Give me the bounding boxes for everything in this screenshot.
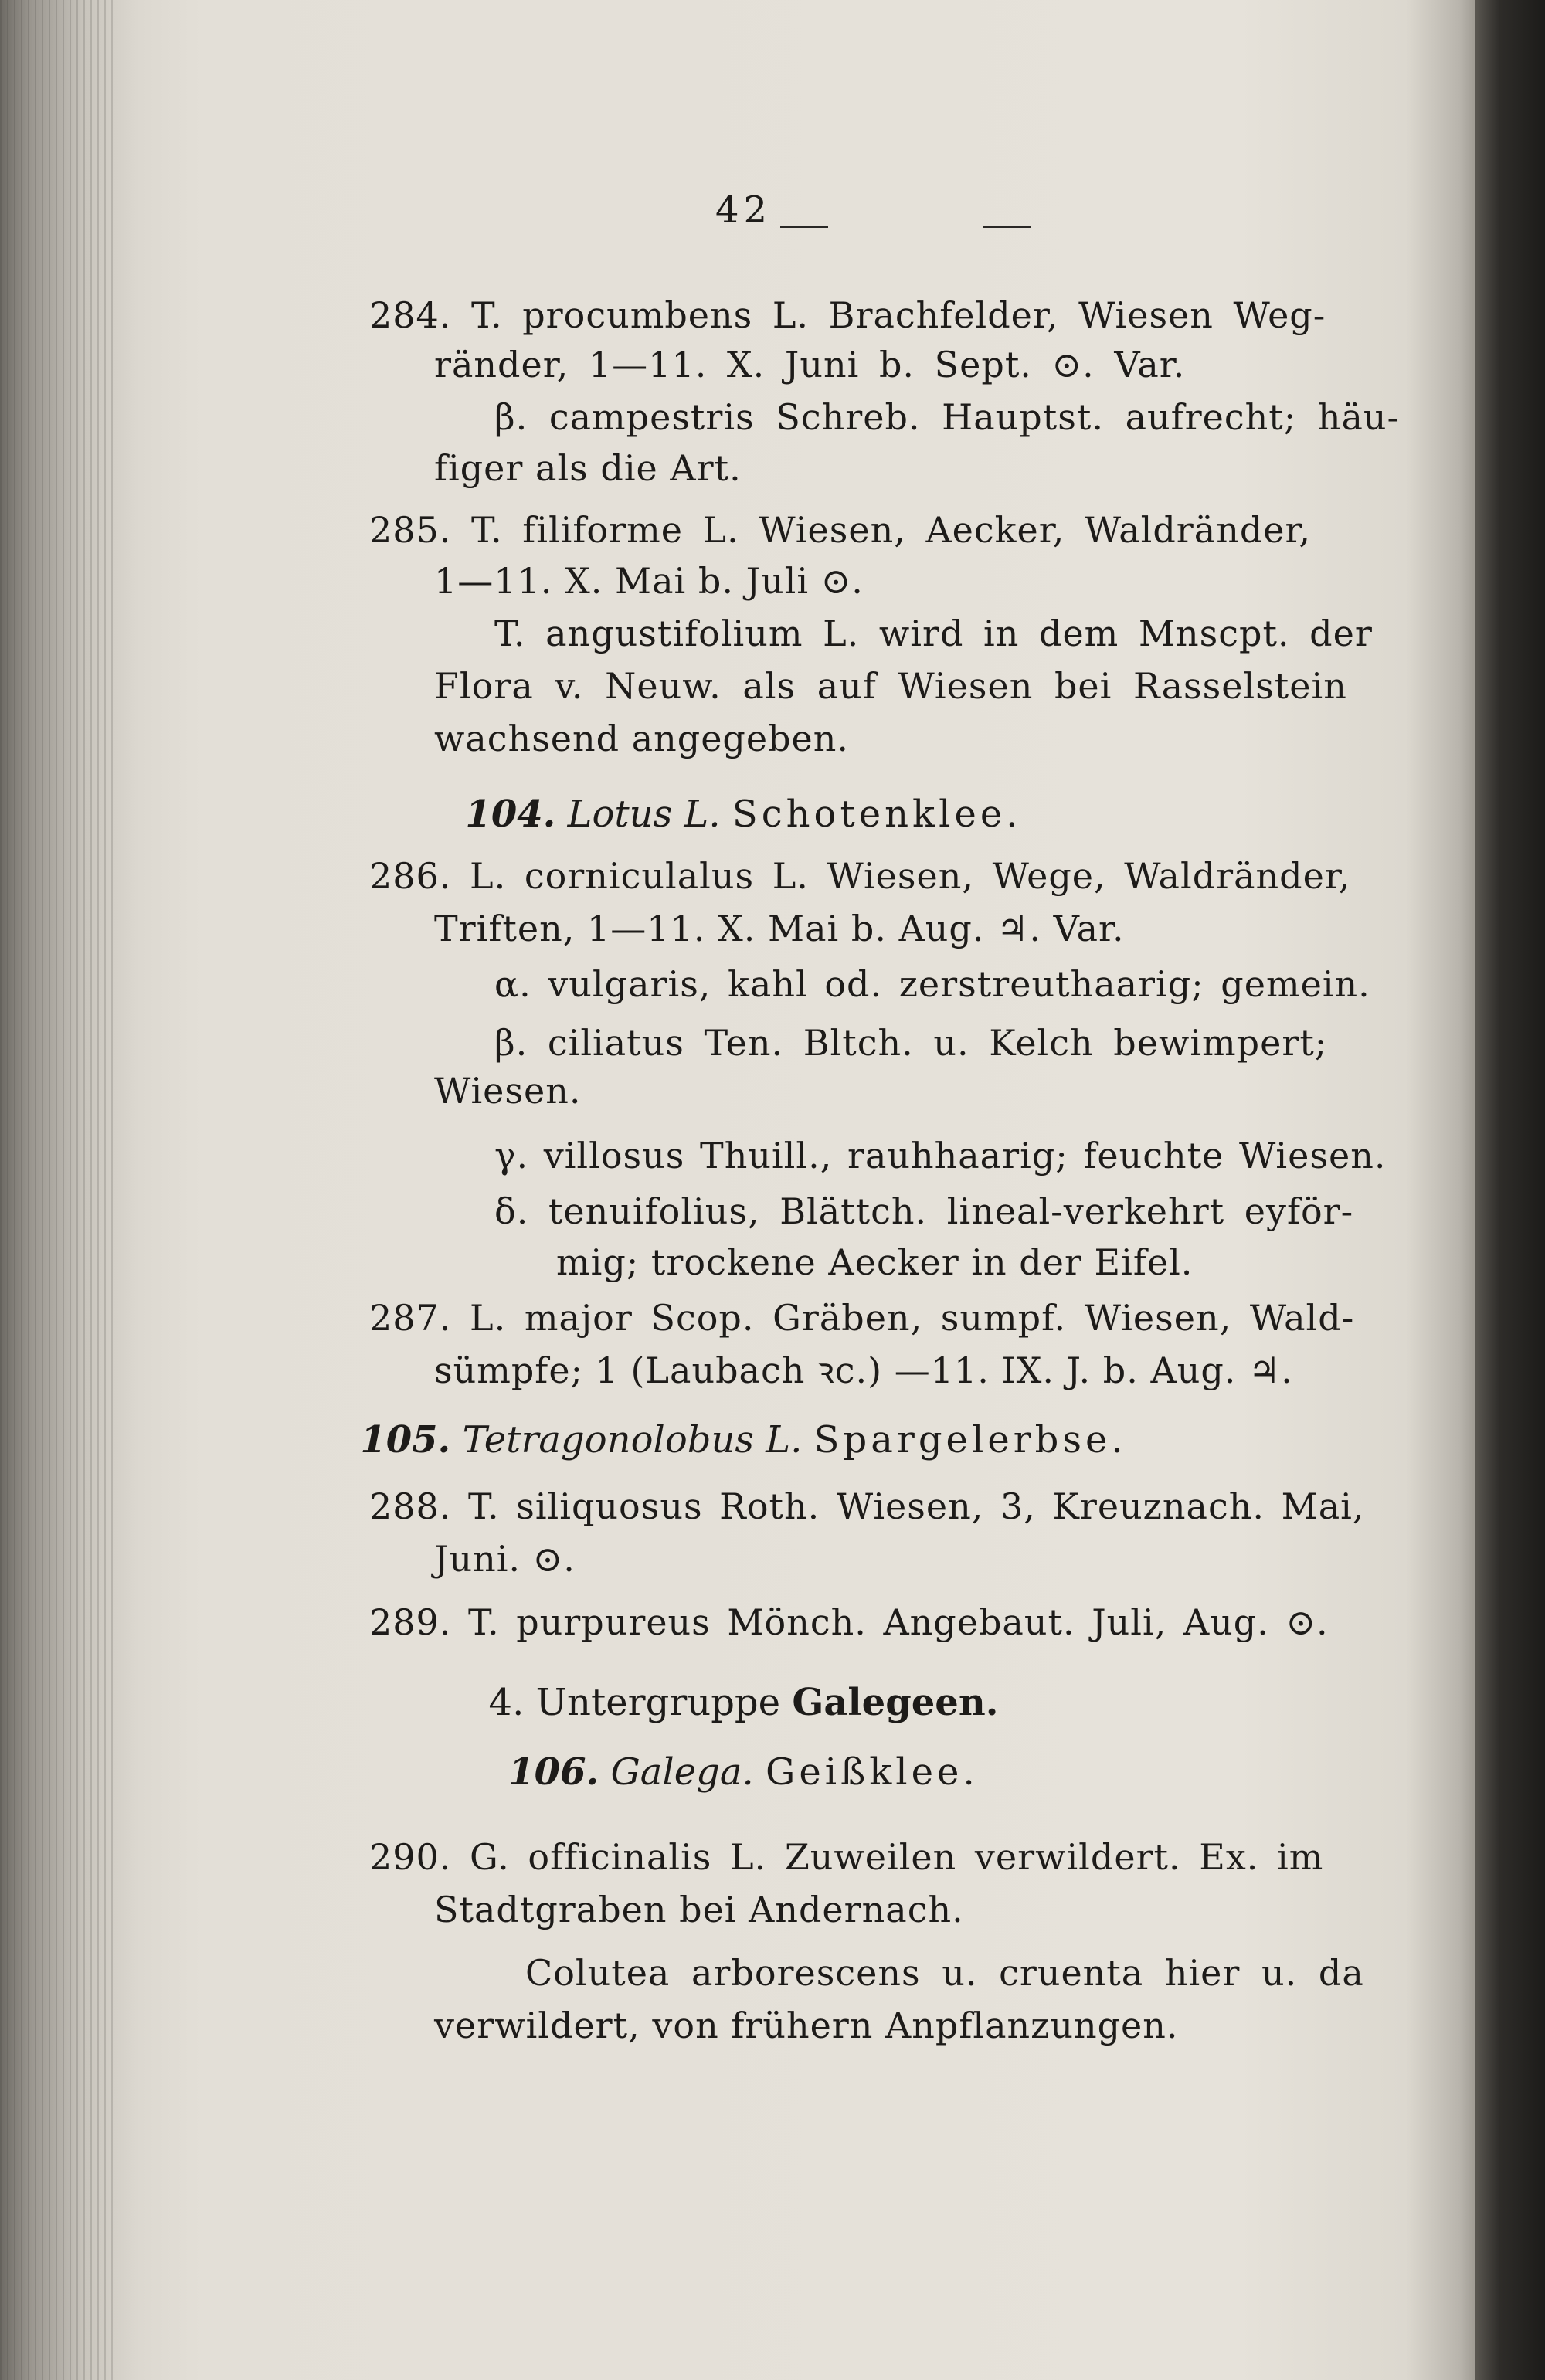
section-latin-name: Lotus L. bbox=[567, 793, 721, 836]
text-line: 290. G. officinalis L. Zuweilen verwildert. Ex. im bbox=[369, 1836, 1324, 1878]
text-line: mig; trockene Aecker in der Eifel. bbox=[556, 1241, 1194, 1283]
page-number: 42 bbox=[715, 188, 772, 232]
binding-shadow bbox=[1475, 0, 1545, 2380]
text-line: 287. L. major Scop. Gräben, sumpf. Wiesen, Wald- bbox=[369, 1297, 1355, 1339]
text-line: 284. T. procumbens L. Brachfelder, Wiesen Weg- bbox=[369, 294, 1326, 336]
section-heading-104 bbox=[0, 791, 1487, 837]
text-line: wachsend angegeben. bbox=[434, 718, 850, 759]
subgroup-name: Galegeen. bbox=[792, 1681, 999, 1724]
text-line: 288. T. siliquosus Roth. Wiesen, 3, Kreuznach. Mai, bbox=[369, 1485, 1365, 1527]
text-line: Juni. ⊙. bbox=[434, 1538, 576, 1580]
text-line: Stadtgraben bei Andernach. bbox=[434, 1889, 964, 1930]
section-heading-106 bbox=[0, 1749, 1487, 1795]
header-dash-right bbox=[983, 226, 1031, 228]
text-line: 286. L. corniculalus L. Wiesen, Wege, Waldränder, bbox=[369, 855, 1351, 897]
section-german-name: Schotenklee. bbox=[732, 793, 1022, 836]
subgroup-prefix: 4. Untergruppe bbox=[488, 1681, 781, 1724]
text-line: figer als die Art. bbox=[434, 447, 742, 489]
text-line: β. campestris Schreb. Hauptst. aufrecht; häu- bbox=[494, 396, 1401, 438]
text-line: 285. T. filiforme L. Wiesen, Aecker, Waldränder, bbox=[369, 509, 1312, 551]
page-stack-edge bbox=[0, 0, 116, 2380]
section-number: 106. bbox=[508, 1750, 599, 1794]
section-number: 104. bbox=[465, 793, 556, 836]
text-line: ränder, 1—11. X. Juni b. Sept. ⊙. Var. bbox=[434, 344, 1186, 385]
section-heading-105 bbox=[0, 1417, 1487, 1463]
text-line: β. ciliatus Ten. Bltch. u. Kelch bewimpert; bbox=[494, 1022, 1328, 1064]
text-line: 289. T. purpureus Mönch. Angebaut. Juli, Aug. ⊙. bbox=[369, 1601, 1329, 1643]
text-line: verwildert, von frühern Anpflanzungen. bbox=[434, 2005, 1179, 2046]
text-line: Wiesen. bbox=[434, 1070, 582, 1112]
text-line: 1—11. X. Mai b. Juli ⊙. bbox=[434, 560, 864, 602]
text-line: Flora v. Neuw. als auf Wiesen bei Rasselstein bbox=[434, 665, 1347, 707]
text-line: γ. villosus Thuill., rauhhaarig; feuchte Wiesen. bbox=[494, 1135, 1387, 1176]
section-german-name: Geißklee. bbox=[766, 1750, 979, 1794]
text-line: δ. tenuifolius, Blättch. lineal-verkehrt eyför- bbox=[494, 1190, 1354, 1232]
section-number: 105. bbox=[360, 1418, 451, 1462]
section-german-name: Spargelerbse. bbox=[813, 1418, 1127, 1462]
subgroup-heading bbox=[0, 1679, 1487, 1726]
text-line: T. angustifolium L. wird in dem Mnscpt. der bbox=[494, 613, 1373, 654]
section-latin-name: Galega. bbox=[610, 1750, 754, 1794]
text-line: Colutea arborescens u. cruenta hier u. da bbox=[525, 1952, 1364, 1994]
text-line: α. vulgaris, kahl od. zerstreuthaarig; gemein. bbox=[494, 963, 1370, 1005]
text-line: sümpfe; 1 (Laubach ꝛc.) —11. IX. J. b. Aug. ♃. bbox=[434, 1350, 1293, 1391]
text-line: Triften, 1—11. X. Mai b. Aug. ♃. Var. bbox=[434, 908, 1125, 949]
section-latin-name: Tetragonolobus L. bbox=[462, 1418, 803, 1462]
